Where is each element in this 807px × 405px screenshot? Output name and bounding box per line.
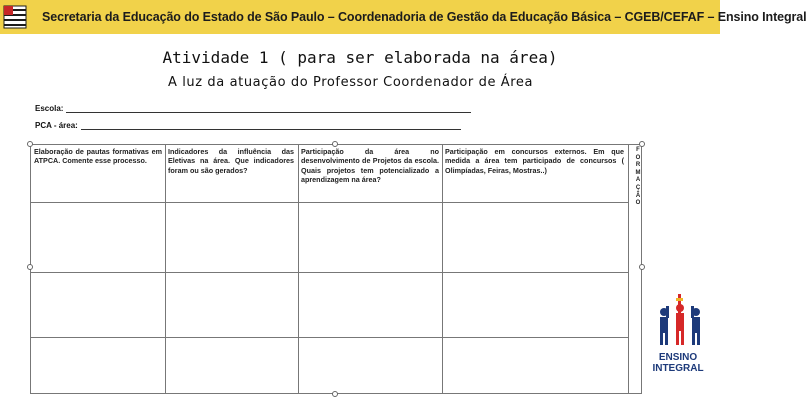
table-column-divider xyxy=(628,145,629,393)
pca-label: PCA - área: xyxy=(35,121,78,130)
logo-label-line: ENSINO xyxy=(658,352,698,363)
vertical-formacao-label xyxy=(633,147,643,208)
sp-state-logo-icon xyxy=(0,0,30,34)
vertical-letter: O xyxy=(635,154,641,161)
escola-field xyxy=(35,104,471,113)
page-subtitle: A luz da atuação do Professor Coordenador de Área xyxy=(168,75,534,90)
header-banner xyxy=(0,0,807,34)
vertical-letter: M xyxy=(635,169,641,176)
table-column-divider xyxy=(442,145,443,393)
vertical-letter: Ã xyxy=(635,192,641,199)
escola-label: Escola: xyxy=(35,104,64,113)
resize-handle-top-left[interactable] xyxy=(27,141,33,147)
table-row-divider xyxy=(31,337,628,338)
table-row-divider xyxy=(31,272,628,273)
table-header-cell: Participação em concursos externos. Em que medida a área tem participado de concursos ( Olimpíadas, Feiras, Mostras..) xyxy=(445,147,624,175)
table-header-cell: Indicadores da influência das Eletivas na área. Que indicadores foram ou são gerados? xyxy=(168,147,294,175)
table-column-divider xyxy=(298,145,299,393)
table-row-divider xyxy=(31,202,628,203)
vertical-letter: F xyxy=(636,147,640,153)
logo-label-line: INTEGRAL xyxy=(652,363,704,374)
resize-handle-middle-right[interactable] xyxy=(639,264,645,270)
table-column-divider xyxy=(165,145,166,393)
vertical-letter: Ç xyxy=(635,184,641,191)
escola-blank-line xyxy=(66,105,471,113)
page-title: Atividade 1 ( para ser elaborada na área) xyxy=(162,48,558,67)
table-header-cell: Elaboração de pautas formativas em ATPCA. Comente esse processo. xyxy=(34,147,162,166)
vertical-letter: O xyxy=(635,200,641,207)
resize-handle-bottom-center[interactable] xyxy=(332,391,338,397)
vertical-letter: A xyxy=(635,177,641,184)
resize-handle-top-center[interactable] xyxy=(332,141,338,147)
banner-title: Secretaria da Educação do Estado de São Paulo – Coordenadoria de Gestão da Educação Básica – CGEB/CEFAF – Ensino Integral xyxy=(42,10,807,24)
pca-blank-line xyxy=(81,122,461,130)
ensino-integral-label xyxy=(646,352,710,374)
resize-handle-top-right[interactable] xyxy=(639,141,645,147)
activity-table xyxy=(30,144,642,394)
resize-handle-middle-left[interactable] xyxy=(27,264,33,270)
table-header-cell: Participação da área no desenvolvimento de Projetos da escola. Quais projetos tem potencializado a aprendizagem na área? xyxy=(301,147,439,184)
pca-field xyxy=(35,121,461,130)
vertical-letter: R xyxy=(635,162,641,169)
ensino-integral-logo-icon xyxy=(646,292,716,392)
